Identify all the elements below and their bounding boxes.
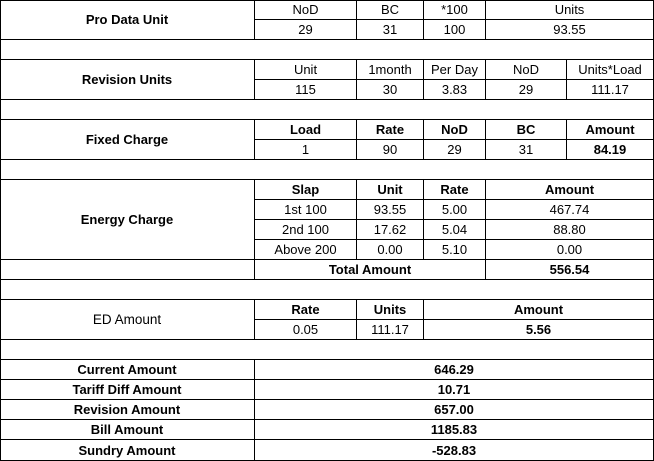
summary-revision-label: Revision Amount xyxy=(0,400,255,420)
revision-header-units-load: Units*Load xyxy=(567,60,654,80)
revision-value-nod: 29 xyxy=(486,80,567,100)
summary-current-value: 646.29 xyxy=(255,360,654,380)
pro-data-header-units: Units xyxy=(486,0,654,20)
pro-data-header-nod: NoD xyxy=(255,0,357,20)
summary-sundry-value: -528.83 xyxy=(255,440,654,461)
ed-header-units: Units xyxy=(357,300,424,320)
revision-value-per-day: 3.83 xyxy=(424,80,486,100)
fixed-value-load: 1 xyxy=(255,140,357,160)
fixed-header-bc: BC xyxy=(486,120,567,140)
energy-rate-1: 5.00 xyxy=(424,200,486,220)
energy-total-label: Total Amount xyxy=(255,260,486,280)
energy-header-slap: Slap xyxy=(255,180,357,200)
spacer-row xyxy=(0,280,654,300)
fixed-value-rate: 90 xyxy=(357,140,424,160)
revision-header-per-day: Per Day xyxy=(424,60,486,80)
ed-value-units: 111.17 xyxy=(357,320,424,340)
energy-total-value: 556.54 xyxy=(486,260,654,280)
energy-charge-label: Energy Charge xyxy=(0,180,255,260)
pro-data-header-x100: *100 xyxy=(424,0,486,20)
spacer-row xyxy=(0,40,654,60)
spacer-row xyxy=(0,160,654,180)
energy-unit-3: 0.00 xyxy=(357,240,424,260)
energy-header-rate: Rate xyxy=(424,180,486,200)
revision-header-nod: NoD xyxy=(486,60,567,80)
pro-data-value-units: 93.55 xyxy=(486,20,654,40)
revision-value-units-load: 111.17 xyxy=(567,80,654,100)
energy-rate-2: 5.04 xyxy=(424,220,486,240)
fixed-value-nod: 29 xyxy=(424,140,486,160)
pro-data-value-nod: 29 xyxy=(255,20,357,40)
summary-tariff-diff-value: 10.71 xyxy=(255,380,654,400)
fixed-value-bc: 31 xyxy=(486,140,567,160)
fixed-charge-label: Fixed Charge xyxy=(0,120,255,160)
spacer-row xyxy=(0,340,654,360)
energy-slab-2: 2nd 100 xyxy=(255,220,357,240)
summary-current-label: Current Amount xyxy=(0,360,255,380)
revision-header-1month: 1month xyxy=(357,60,424,80)
energy-amount-3: 0.00 xyxy=(486,240,654,260)
pro-data-value-x100: 100 xyxy=(424,20,486,40)
energy-header-amount: Amount xyxy=(486,180,654,200)
fixed-header-load: Load xyxy=(255,120,357,140)
summary-bill-label: Bill Amount xyxy=(0,420,255,440)
ed-amount-label: ED Amount xyxy=(0,300,255,340)
energy-total-left-blank xyxy=(0,260,255,280)
fixed-value-amount: 84.19 xyxy=(567,140,654,160)
pro-data-value-bc: 31 xyxy=(357,20,424,40)
revision-value-1month: 30 xyxy=(357,80,424,100)
revision-header-unit: Unit xyxy=(255,60,357,80)
spacer-row xyxy=(0,100,654,120)
energy-slab-1: 1st 100 xyxy=(255,200,357,220)
fixed-header-rate: Rate xyxy=(357,120,424,140)
summary-bill-value: 1185.83 xyxy=(255,420,654,440)
fixed-header-amount: Amount xyxy=(567,120,654,140)
summary-revision-value: 657.00 xyxy=(255,400,654,420)
energy-rate-3: 5.10 xyxy=(424,240,486,260)
pro-data-header-bc: BC xyxy=(357,0,424,20)
energy-amount-1: 467.74 xyxy=(486,200,654,220)
energy-header-unit: Unit xyxy=(357,180,424,200)
ed-value-rate: 0.05 xyxy=(255,320,357,340)
revision-units-label: Revision Units xyxy=(0,60,255,100)
summary-tariff-diff-label: Tariff Diff Amount xyxy=(0,380,255,400)
ed-value-amount: 5.56 xyxy=(424,320,654,340)
revision-value-unit: 115 xyxy=(255,80,357,100)
fixed-header-nod: NoD xyxy=(424,120,486,140)
ed-header-amount: Amount xyxy=(424,300,654,320)
energy-slab-3: Above 200 xyxy=(255,240,357,260)
summary-sundry-label: Sundry Amount xyxy=(0,440,255,461)
energy-unit-2: 17.62 xyxy=(357,220,424,240)
ed-header-rate: Rate xyxy=(255,300,357,320)
energy-unit-1: 93.55 xyxy=(357,200,424,220)
pro-data-unit-label: Pro Data Unit xyxy=(0,0,255,40)
energy-amount-2: 88.80 xyxy=(486,220,654,240)
